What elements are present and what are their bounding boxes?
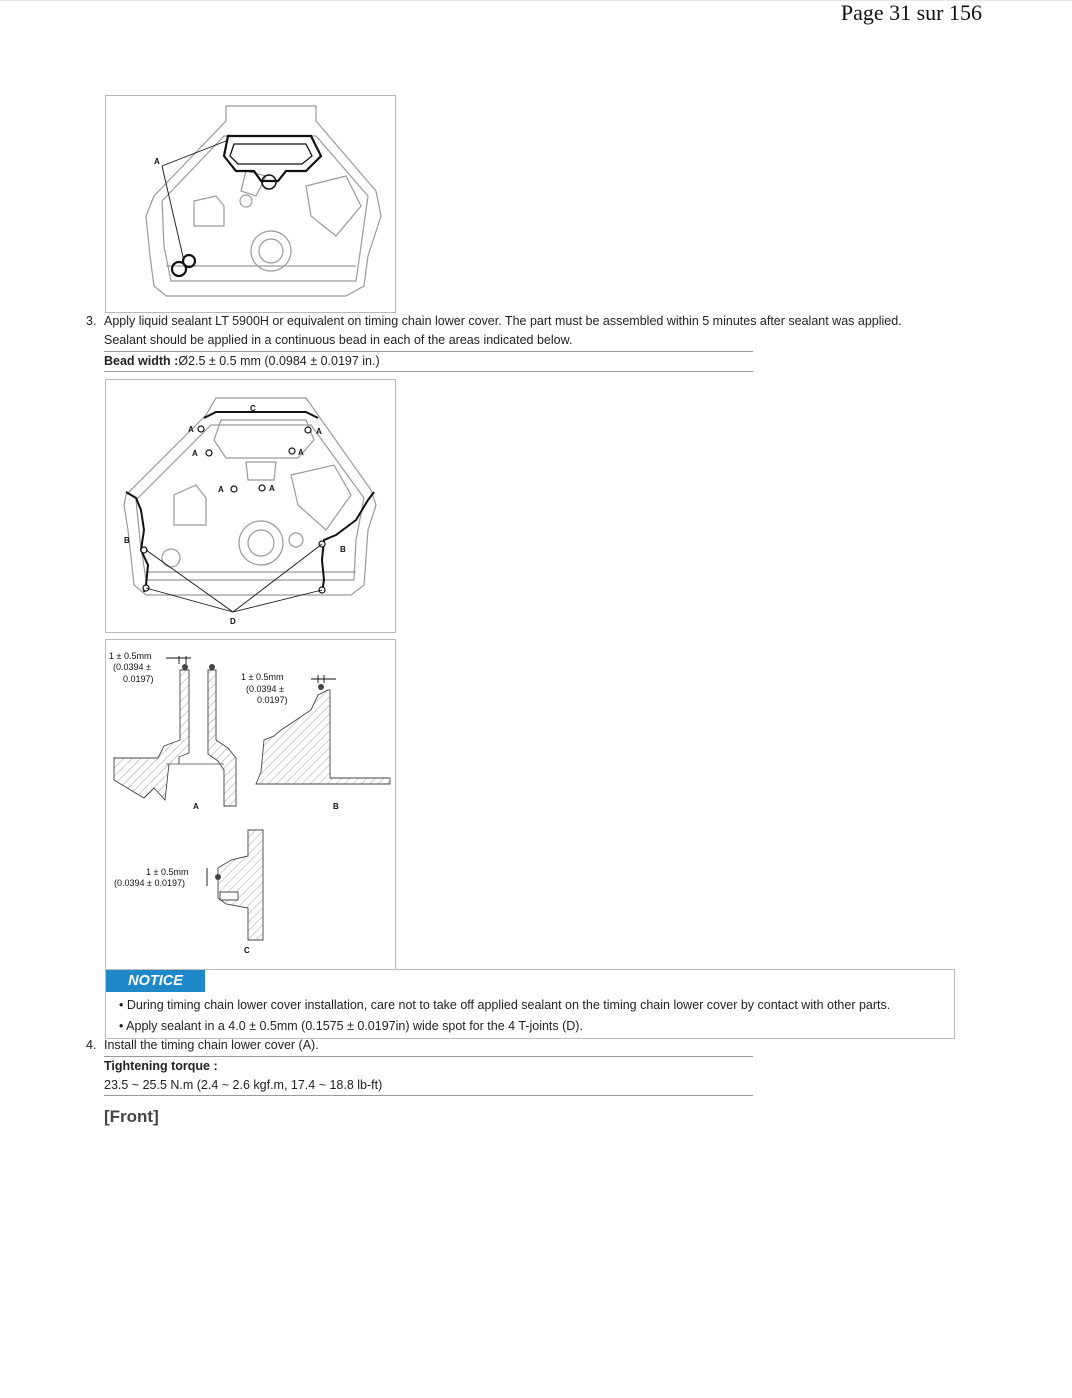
label-b-2: B: [340, 545, 346, 554]
tightening-torque-spec: [104, 1056, 753, 1096]
notice-badge: NOTICE: [106, 970, 205, 992]
step-3-number: 3.: [86, 314, 97, 328]
sealant-bead-path: [126, 412, 374, 592]
bead-dot-c: [215, 874, 221, 880]
bead-dot-b: [318, 684, 324, 690]
section-c-drawing: [207, 830, 263, 940]
label-a-3: A: [192, 449, 198, 458]
bead-width-value: Ø2.5 ± 0.5 mm (0.0984 ± 0.0197 in.): [178, 354, 380, 368]
figure-sealant-areas: [105, 379, 396, 633]
step-4-number: 4.: [86, 1038, 97, 1052]
label-a: A: [154, 157, 160, 166]
dim-b-in-close: 0.0197): [257, 695, 288, 705]
notice-box: [105, 969, 955, 1039]
section-c-label: C: [244, 946, 250, 955]
section-b-label: B: [333, 802, 339, 811]
step-3-line-1: [86, 312, 902, 331]
dim-c-mm: 1 ± 0.5mm: [146, 867, 189, 877]
section-title-front: [Front]: [104, 1107, 159, 1126]
step-4-line: [86, 1036, 319, 1055]
label-a-5: A: [218, 485, 224, 494]
dim-c-in: (0.0394 ± 0.0197): [114, 878, 185, 888]
label-a-6: A: [269, 484, 275, 493]
step-3-text-2: Sealant should be applied in a continuous bead in each of the areas indicated below.: [104, 333, 573, 347]
bead-dot-a1: [182, 664, 188, 670]
engine-cover-outline: [124, 398, 376, 595]
label-a-4: A: [298, 448, 304, 457]
label-a-2: A: [316, 427, 322, 436]
torque-value: 23.5 ~ 25.5 N.m (2.4 ~ 2.6 kgf.m, 17.4 ~ 18.8 lb-ft): [104, 1078, 383, 1092]
bead-dot-a2: [209, 664, 215, 670]
dim-a-mm: 1 ± 0.5mm: [109, 651, 152, 661]
engine-cover-outline: [146, 106, 381, 296]
dim-a-in-open: (0.0394 ±: [113, 662, 151, 672]
dim-b-in-open: (0.0394 ±: [246, 684, 284, 694]
notice-item-1: • During timing chain lower cover installation, care not to take off applied sealant on the timing chain lower cover by contact with other parts.: [119, 998, 891, 1012]
bead-width-label: Bead width :: [104, 354, 179, 368]
label-b-1: B: [124, 536, 130, 545]
label-d: D: [230, 617, 236, 626]
label-a-1: A: [188, 425, 194, 434]
dim-b-mm: 1 ± 0.5mm: [241, 672, 284, 682]
label-c: C: [250, 404, 256, 413]
step-3-text-1: Apply liquid sealant LT 5900H or equivalent on timing chain lower cover. The part must be assembled within 5 minutes after sealant was applied.: [104, 314, 902, 328]
step-4-text: Install the timing chain lower cover (A).: [104, 1038, 319, 1052]
figure-cover-gasket-a: [105, 95, 396, 313]
page-number-header: Page 31 sur 156: [840, 0, 982, 25]
notice-item-2: • Apply sealant in a 4.0 ± 0.5mm (0.1575 ± 0.0197in) wide spot for the 4 T-joints (D).: [119, 1019, 583, 1033]
figure-bead-sections: [105, 639, 396, 970]
dim-a-in-close: 0.0197): [123, 674, 154, 684]
section-a-label: A: [193, 802, 199, 811]
leader-lines-d: [146, 544, 322, 612]
torque-label: Tightening torque :: [104, 1059, 218, 1073]
bead-width-spec: [104, 351, 753, 372]
